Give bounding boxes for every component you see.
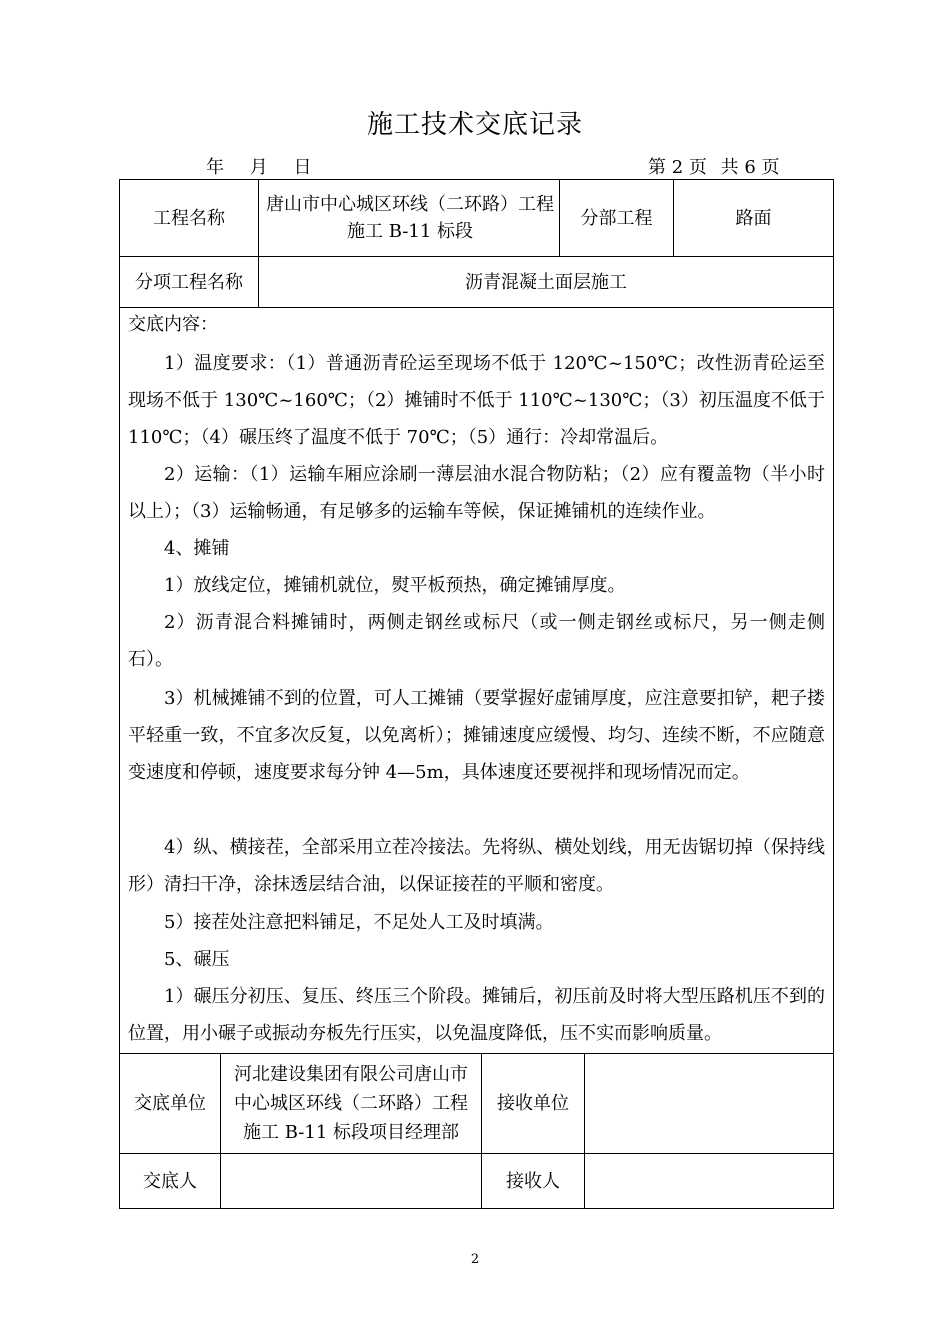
page-total: 共 6 页	[720, 157, 780, 178]
day-label: 日	[293, 157, 314, 178]
subitem-label: 分项工程名称	[135, 271, 243, 293]
subitem-value: 沥青混凝土面层施工	[465, 271, 627, 293]
content-paragraph: 4、摊铺	[164, 538, 230, 559]
content-paragraph: 1）碾压分初压、复压、终压三个阶段。摊铺后，初压前及时将大型压路机压不到的位置，用小碾子或振动夯板先行压实，以免温度降低，压不实而影响质量。	[128, 986, 825, 1044]
page-current: 第 2 页	[648, 157, 707, 178]
content-paragraph: 4）纵、横接茬，全部采用立茬冷接法。先将纵、横处划线，用无齿锯切掉（保持线形）清扫干净，涂抹透层结合油，以保证接茬的平顺和密度。	[128, 837, 825, 895]
content-paragraph: 1）放线定位，摊铺机就位，熨平板预热，确定摊铺厚度。	[164, 575, 626, 596]
content-paragraph: 5、碾压	[164, 949, 230, 970]
receiver-unit-label: 接收单位	[497, 1093, 569, 1114]
date-line	[206, 153, 329, 179]
content-paragraph: 3）机械摊铺不到的位置，可人工摊铺（要掌握好虚铺厚度，应注意要扣铲，耙子搂平轻重一致，不宜多次反复，以免离析）；摊铺速度应缓慢、均匀、连续不断，不应随意变速度和停顿，速度要求每分钟 4—5m，具体速度还要视拌和现场情况而定。	[128, 688, 825, 783]
project-name-label: 工程名称	[153, 207, 225, 229]
page-number: 2	[470, 1252, 480, 1267]
page-info	[648, 153, 788, 179]
table-border-bottom	[119, 1208, 834, 1209]
receiver-unit-value	[585, 1054, 833, 1153]
content-paragraph: 1）温度要求：（1）普通沥青砼运至现场不低于 120℃~150℃；改性沥青砼运至现场不低于 130℃~160℃；（2）摊铺时不低于 110℃~130℃；（3）初压温度不低于 110℃；（4）碾压终了温度不低于 70℃；（5）通行：冷却常温后。	[128, 353, 825, 448]
month-label: 月	[249, 157, 270, 178]
page-title: 施工技术交底记录	[366, 110, 583, 140]
project-name-value: 唐山市中心城区环线（二环路）工程施工 B-11 标段	[266, 194, 554, 242]
handover-unit-label: 交底单位	[134, 1093, 206, 1114]
content-paragraph: 5）接茬处注意把料铺足，不足处人工及时填满。	[164, 912, 554, 933]
receiver-person-label: 接收人	[506, 1170, 560, 1192]
handover-unit-value: 河北建设集团有限公司唐山市中心城区环线（二环路）工程施工 B-11 标段项目经理部	[234, 1064, 468, 1143]
handover-person-label: 交底人	[143, 1170, 197, 1192]
handover-content	[119, 307, 834, 1053]
handover-person-value	[221, 1154, 481, 1208]
division-label: 分部工程	[580, 207, 653, 229]
receiver-person-value	[585, 1154, 833, 1208]
content-paragraph: 2）沥青混合料摊铺时，两侧走钢丝或标尺（或一侧走钢丝或标尺，另一侧走侧石）。	[128, 612, 825, 670]
division-value: 路面	[735, 207, 772, 229]
year-label: 年	[206, 157, 226, 178]
content-label: 交底内容：	[128, 314, 218, 335]
content-paragraph: 2）运输：（1）运输车厢应涂刷一薄层油水混合物防粘；（2）应有覆盖物（半小时以上）；（3）运输畅通，有足够多的运输车等候，保证摊铺机的连续作业。	[128, 464, 825, 522]
